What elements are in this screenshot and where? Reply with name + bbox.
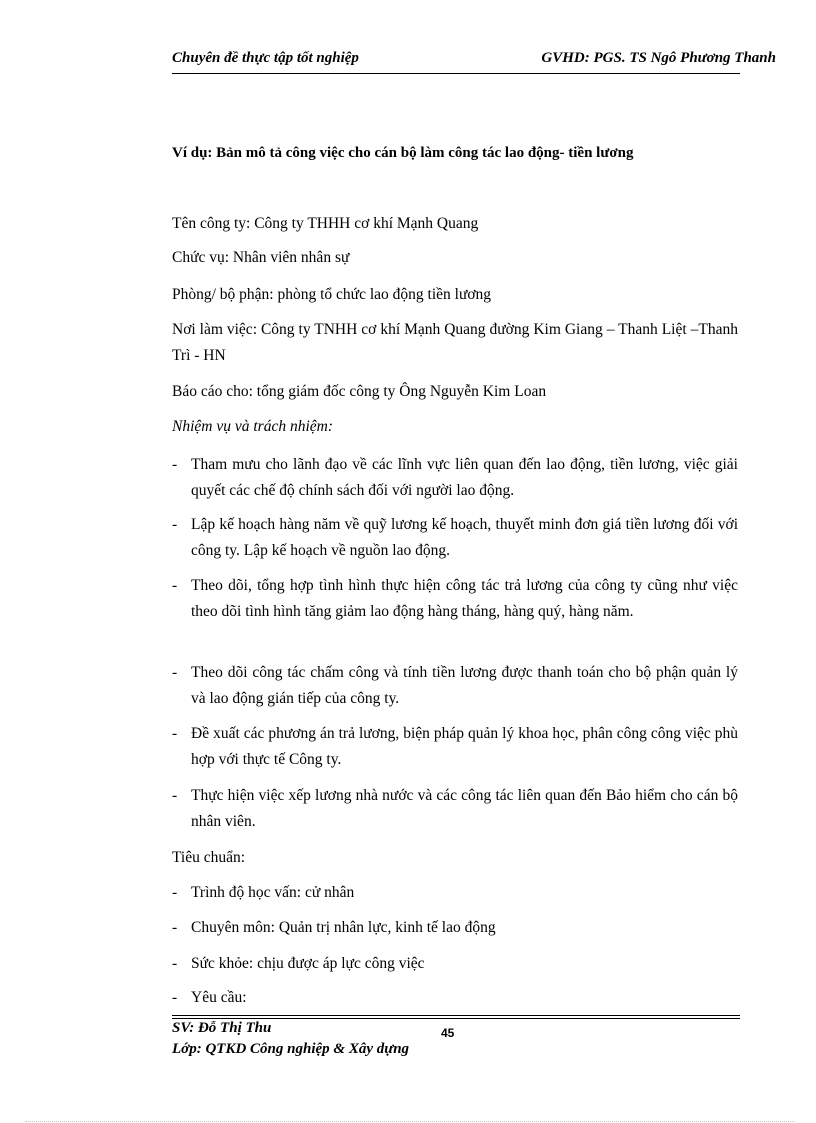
bullet-marker: -: [172, 787, 178, 804]
duties-heading: Nhiệm vụ và trách nhiệm:: [172, 418, 333, 435]
bullet-marker: -: [172, 919, 178, 936]
header-report-title: Chuyên đề thực tập tốt nghiệp: [172, 50, 359, 66]
list-item: [172, 915, 738, 941]
company-name-field: Tên công ty: Công ty THHH cơ khí Mạnh Quang: [172, 215, 479, 232]
list-item: [172, 660, 738, 712]
bullet-marker: -: [172, 884, 178, 901]
standard-text: Chuyên môn: Quản trị nhân lực, kinh tế lao động: [191, 919, 496, 936]
header-divider: [172, 73, 740, 74]
duty-text: Theo dõi công tác chấm công và tính tiền lương được thanh toán cho bộ phận quản lý và lao động gián tiếp của công ty.: [191, 664, 738, 707]
footer-class: Lớp: QTKD Công nghiệp & Xây dựng: [172, 1041, 410, 1057]
workplace-field: Nơi làm việc: Công ty TNHH cơ khí Mạnh Quang đường Kim Giang – Thanh Liệt –Thanh Trì - HN: [172, 321, 738, 364]
standards-heading: Tiêu chuẩn:: [172, 849, 246, 866]
bullet-marker: -: [172, 989, 178, 1006]
footer-student: SV: Đỗ Thị Thu: [172, 1020, 272, 1036]
duty-text: Lập kế hoạch hàng năm về quỹ lương kế hoạch, thuyết minh đơn giá tiền lương đối với công ty. Lập kế hoạch về nguồn lao động.: [191, 516, 738, 559]
page-number: 45: [441, 1026, 455, 1040]
standard-text: Sức khỏe: chịu được áp lực công việc: [191, 955, 425, 972]
list-item: [172, 721, 738, 773]
page-bottom-edge: [25, 1121, 795, 1122]
footer-divider-bottom: [172, 1018, 740, 1019]
footer-divider-top: [172, 1015, 740, 1016]
duty-text: Thực hiện việc xếp lương nhà nước và các công tác liên quan đến Bảo hiểm cho cán bộ nhân viên.: [191, 787, 738, 830]
list-item: [172, 573, 738, 625]
bullet-marker: -: [172, 516, 178, 533]
list-item: [172, 880, 738, 906]
example-title: Ví dụ: Bản mô tả công việc cho cán bộ làm công tác lao động- tiền lương: [172, 145, 634, 161]
position-field: Chức vụ: Nhân viên nhân sự: [172, 249, 350, 266]
list-item: [172, 951, 738, 977]
bullet-marker: -: [172, 955, 178, 972]
standard-text: Yêu cầu:: [191, 989, 247, 1006]
standard-text: Trình độ học vấn: cử nhân: [191, 884, 355, 901]
bullet-marker: -: [172, 577, 178, 594]
duty-text: Tham mưu cho lãnh đạo về các lĩnh vực liên quan đến lao động, tiền lương, việc giải quyết các chế độ chính sách đối với người lao động.: [191, 456, 738, 499]
bullet-marker: -: [172, 725, 178, 742]
list-item: [172, 985, 738, 1011]
list-item: [172, 783, 738, 835]
report-to-field: Báo cáo cho: tổng giám đốc công ty Ông Nguyễn Kim Loan: [172, 383, 547, 400]
duty-text: Theo dõi, tổng hợp tình hình thực hiện công tác trả lương của công ty cũng như việc theo dõi tình hình tăng giảm lao động hàng tháng, hàng quý, hàng năm.: [191, 577, 738, 620]
bullet-marker: -: [172, 664, 178, 681]
page-header: [172, 50, 776, 72]
department-field: Phòng/ bộ phận: phòng tổ chức lao động tiền lương: [172, 286, 492, 303]
list-item: [172, 512, 738, 564]
duty-text: Đề xuất các phương án trả lương, biện pháp quản lý khoa học, phân công công việc phù hợp với thực tế Công ty.: [191, 725, 738, 768]
bullet-marker: -: [172, 456, 178, 473]
header-supervisor: GVHD: PGS. TS Ngô Phương Thanh: [541, 50, 776, 66]
list-item: [172, 452, 738, 504]
